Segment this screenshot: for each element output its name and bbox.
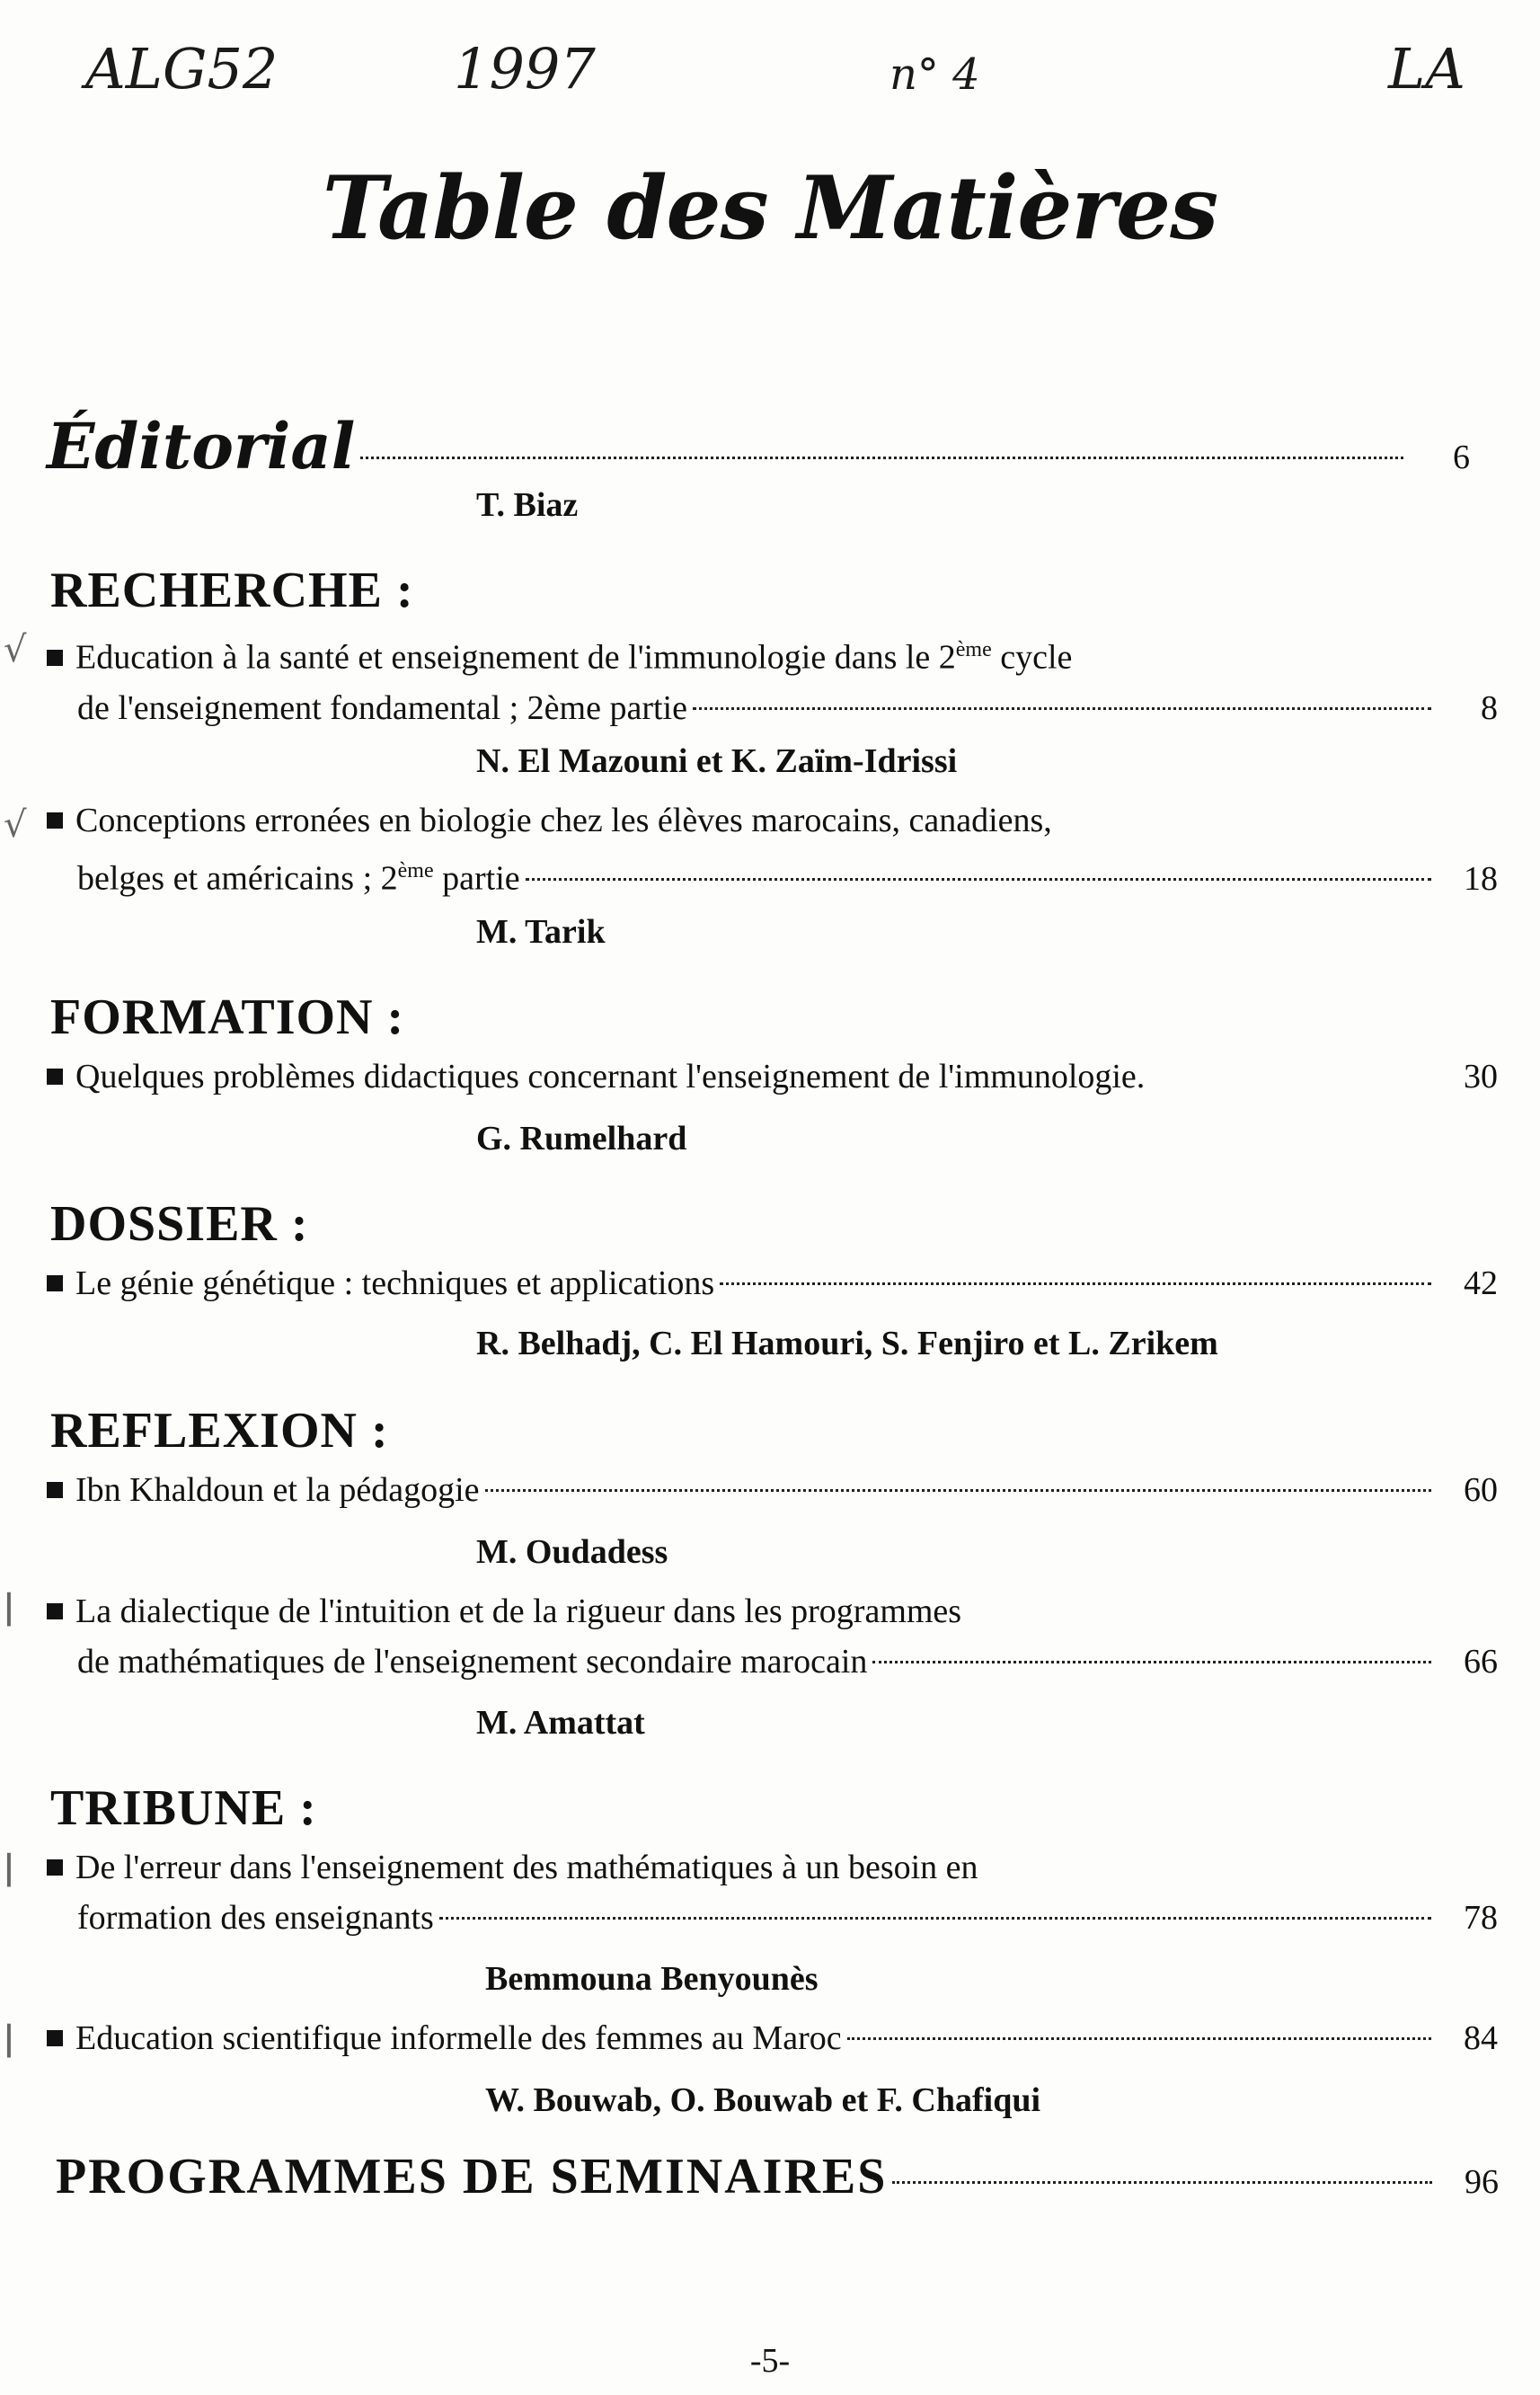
bullet-icon xyxy=(47,1859,63,1876)
page-number: 42 xyxy=(1464,1264,1498,1302)
author: G. Rumelhard xyxy=(476,1120,687,1158)
section-heading-recherche: RECHERCHE : xyxy=(50,563,414,618)
margin-tick-mark: ǀ xyxy=(4,1847,14,1888)
author: N. El Mazouni et K. Zaïm-Idrissi xyxy=(476,742,958,780)
toc-entry[interactable] xyxy=(47,1586,1498,1687)
toc-entry[interactable] xyxy=(47,1842,1498,1943)
author: M. Oudadess xyxy=(476,1533,668,1571)
entry-title-line: belges et américains ; 2ème partie xyxy=(77,859,520,898)
author: Bemmouna Benyounès xyxy=(485,1960,819,1998)
entry-title-line: formation des enseignants xyxy=(77,1899,434,1937)
margin-tick-mark: ǀ xyxy=(4,2018,14,2059)
toc-entry[interactable] xyxy=(47,1465,1498,1515)
entry-title-line: La dialectique de l'intuition et de la rigueur dans les programmes xyxy=(75,1592,962,1630)
entry-title-line: Quelques problèmes didactiques concernant l'enseignement de l'immunologie. xyxy=(75,1058,1146,1095)
handwritten-ref-code: ALG52 xyxy=(85,36,279,102)
bullet-icon xyxy=(47,2030,63,2046)
bullet-icon xyxy=(47,812,63,829)
dot-leader xyxy=(872,1661,1431,1663)
page-number: 96 xyxy=(1465,2163,1499,2201)
toc-entry-editorial[interactable] xyxy=(47,409,1470,483)
handwritten-year: 1997 xyxy=(454,36,596,102)
margin-check-mark: √ xyxy=(4,804,27,846)
margin-tick-mark: ǀ xyxy=(4,1586,14,1628)
margin-check-mark: √ xyxy=(4,629,27,670)
entry-title-line: Education scientifique informelle des femmes au Maroc xyxy=(75,2019,842,2057)
dot-leader xyxy=(485,1489,1431,1492)
page-number: 18 xyxy=(1464,859,1498,898)
bullet-icon xyxy=(47,1482,63,1498)
section-heading-reflexion: REFLEXION : xyxy=(50,1403,389,1459)
toc-entry[interactable] xyxy=(47,1051,1498,1102)
entry-title-line: Conceptions erronées en biologie chez les élèves marocains, canadiens, xyxy=(75,802,1052,839)
editorial-label: Éditorial xyxy=(47,409,356,483)
bullet-icon xyxy=(47,1603,63,1619)
toc-entry[interactable] xyxy=(47,2013,1498,2063)
entry-title-line: Le génie génétique : techniques et applications xyxy=(75,1264,715,1302)
toc-entry[interactable] xyxy=(47,795,1498,904)
page-number: 84 xyxy=(1464,2019,1498,2057)
author: M. Tarik xyxy=(476,913,606,951)
dot-leader xyxy=(439,1917,1431,1920)
section-heading-dossier: DOSSIER : xyxy=(50,1196,309,1252)
page-number: 60 xyxy=(1464,1471,1498,1509)
bullet-icon xyxy=(47,1069,63,1085)
dot-leader xyxy=(847,2037,1431,2040)
page-number: 78 xyxy=(1464,1899,1498,1937)
page-number: 66 xyxy=(1464,1643,1498,1681)
footer-page-number: -5- xyxy=(749,2342,791,2380)
toc-entry[interactable] xyxy=(47,1258,1498,1308)
page-number: 6 xyxy=(1453,439,1470,476)
page-number: 30 xyxy=(1464,1058,1498,1095)
dot-leader xyxy=(526,878,1431,881)
dot-leader xyxy=(360,457,1403,459)
author: M. Amattat xyxy=(476,1704,645,1742)
author: R. Belhadj, C. El Hamouri, S. Fenjiro et L. Zrikem xyxy=(476,1325,1218,1362)
entry-title-line: de l'enseignement fondamental ; 2ème partie xyxy=(77,688,687,727)
entry-title-line: de mathématiques de l'enseignement secondaire marocain xyxy=(77,1643,868,1681)
author: T. Biaz xyxy=(476,486,579,524)
bullet-icon xyxy=(47,1275,63,1291)
entry-title-line: De l'erreur dans l'enseignement des mathématiques à un besoin en xyxy=(75,1849,978,1886)
handwritten-initials: LA xyxy=(1388,36,1465,102)
bullet-icon xyxy=(47,650,63,666)
programmes-label: PROGRAMMES DE SEMINAIRES xyxy=(56,2149,888,2204)
dot-leader xyxy=(693,707,1431,710)
entry-title-line: Education à la santé et enseignement de l'immunologie dans le 2ème cycle xyxy=(75,638,1073,677)
page-number: 8 xyxy=(1481,688,1498,727)
toc-entry[interactable] xyxy=(47,625,1498,733)
handwritten-issue: n° 4 xyxy=(889,49,980,100)
toc-entry-programmes[interactable] xyxy=(56,2148,1499,2205)
dot-leader xyxy=(892,2181,1432,2184)
page-title: Table des Matières xyxy=(322,157,1218,259)
section-heading-tribune: TRIBUNE : xyxy=(50,1780,317,1836)
dot-leader xyxy=(720,1282,1431,1285)
entry-title-line: Ibn Khaldoun et la pédagogie xyxy=(75,1471,480,1509)
section-heading-formation: FORMATION : xyxy=(50,989,405,1045)
author: W. Bouwab, O. Bouwab et F. Chafiqui xyxy=(485,2081,1041,2119)
